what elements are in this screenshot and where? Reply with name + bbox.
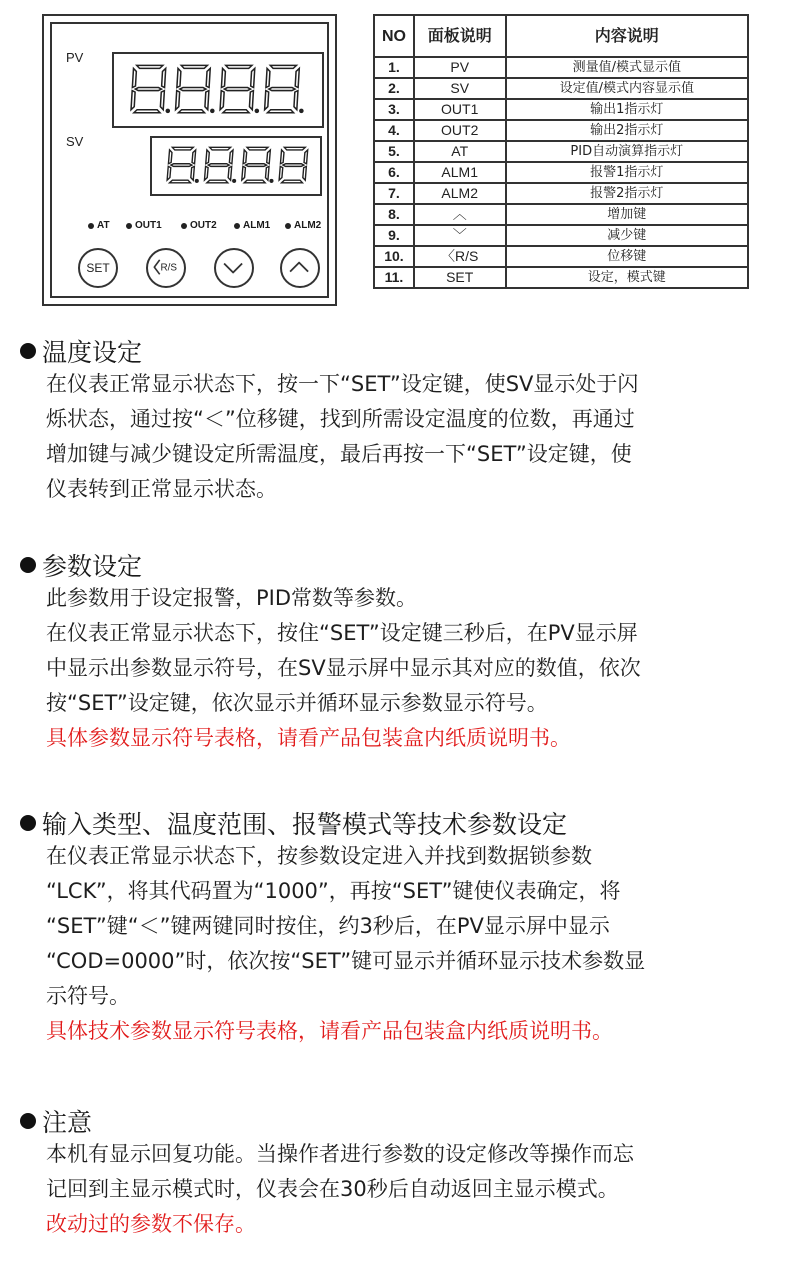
content-description: 测量值/模式显示值 xyxy=(506,57,748,78)
section-temperature-setting xyxy=(20,335,760,507)
led-alm2: ALM2 xyxy=(285,220,321,231)
table-row xyxy=(374,162,748,183)
chevron-up-icon: ︿ xyxy=(414,204,506,225)
row-number: 10. xyxy=(374,246,414,267)
sv-label: SV xyxy=(66,134,84,149)
segment xyxy=(304,150,308,164)
body-line: 在仪表正常显示状态下，按一下“SET”设定键，使SV显示处于闪 xyxy=(46,372,639,396)
row-number: 2. xyxy=(374,78,414,99)
table-row xyxy=(374,141,748,162)
segment xyxy=(283,164,304,167)
row-number: 9. xyxy=(374,225,414,246)
row-number: 1. xyxy=(374,57,414,78)
body-line: 此参数用于设定报警，PID常数等参数。 xyxy=(46,586,418,610)
segment xyxy=(303,166,307,180)
shift-rs-button[interactable] xyxy=(146,248,186,288)
table-row xyxy=(374,57,748,78)
pv-seven-segment xyxy=(114,54,322,126)
body-line: 记回到主显示模式时，仪表会在30秒后自动返回主显示模式。 xyxy=(46,1177,619,1201)
row-number: 6. xyxy=(374,162,414,183)
segment xyxy=(246,164,267,167)
led-out2: OUT2 xyxy=(181,220,217,231)
content-description: 位移键 xyxy=(506,246,748,267)
panel-item: OUT2 xyxy=(414,120,506,141)
table-row xyxy=(374,267,748,288)
segment xyxy=(132,68,136,87)
segment xyxy=(191,166,195,180)
section-notice xyxy=(20,1105,760,1242)
body-line: 按“SET”设定键，依次显示并循环显示参数显示符号。 xyxy=(46,691,548,715)
segment xyxy=(284,147,305,150)
pv-label: PV xyxy=(66,50,84,65)
segment xyxy=(180,88,206,91)
segment xyxy=(267,150,271,164)
body-line: 在仪表正常显示状态下，按住“SET”设定键三秒后，在PV显示屏 xyxy=(46,621,638,645)
segment xyxy=(228,166,232,180)
panel-face xyxy=(50,22,329,298)
segment xyxy=(282,180,303,183)
row-number: 5. xyxy=(374,141,414,162)
segment xyxy=(205,91,209,110)
segment xyxy=(229,150,233,164)
content-description: 减少键 xyxy=(506,225,748,246)
led-alm1: ALM1 xyxy=(234,220,270,231)
segment xyxy=(220,91,224,110)
row-number: 11. xyxy=(374,267,414,288)
panel-item: ALM1 xyxy=(414,162,506,183)
table-row xyxy=(374,120,748,141)
panel-item: 〈R/S xyxy=(414,246,506,267)
segment xyxy=(162,68,166,87)
up-button[interactable] xyxy=(280,248,320,288)
table-row xyxy=(374,225,748,246)
decimal-point xyxy=(210,109,215,114)
decimal-point xyxy=(255,109,260,114)
pv-display xyxy=(112,52,324,128)
panel-legend-table xyxy=(373,14,749,289)
set-button-label: SET xyxy=(86,261,110,275)
bullet-icon xyxy=(20,557,36,573)
table-header-row xyxy=(374,15,748,57)
body-line: 示符号。 xyxy=(46,984,130,1008)
content-description: 增加键 xyxy=(506,204,748,225)
segment xyxy=(160,91,164,110)
row-number: 8. xyxy=(374,204,414,225)
bullet-icon xyxy=(20,1113,36,1129)
segment xyxy=(270,65,296,68)
segment xyxy=(135,88,161,91)
segment xyxy=(168,150,172,164)
content-description: 输出1指示灯 xyxy=(506,99,748,120)
led-dot-icon xyxy=(88,223,94,229)
legend-table-body xyxy=(374,57,748,288)
segment xyxy=(181,65,207,68)
body-line: 中显示出参数显示符号，在SV显示屏中显示其对应的数值，依次 xyxy=(46,656,641,680)
table-row xyxy=(374,99,748,120)
body-line: 在仪表正常显示状态下，按参数设定进入并找到数据锁参数 xyxy=(46,844,592,868)
segment xyxy=(265,91,269,110)
segment xyxy=(295,68,299,87)
segment xyxy=(249,91,253,110)
table-row xyxy=(374,183,748,204)
content-description: 设定，模式键 xyxy=(506,267,748,288)
set-button[interactable] xyxy=(78,248,118,288)
decimal-point xyxy=(299,109,304,114)
section-parameter-setting xyxy=(20,549,760,756)
segment xyxy=(251,68,255,87)
panel-item: PV xyxy=(414,57,506,78)
segment xyxy=(167,166,171,180)
segment xyxy=(221,68,225,87)
row-number: 7. xyxy=(374,183,414,204)
segment xyxy=(206,150,210,164)
header-no: NO xyxy=(374,15,414,57)
row-number: 4. xyxy=(374,120,414,141)
panel-item: AT xyxy=(414,141,506,162)
red-note: 改动过的参数不保存。 xyxy=(46,1212,256,1236)
panel-item: ALM2 xyxy=(414,183,506,204)
section-heading: 注意 xyxy=(20,1105,760,1137)
chevron-up-icon xyxy=(282,250,318,286)
content-description: 报警1指示灯 xyxy=(506,162,748,183)
body-line: 仪表转到正常显示状态。 xyxy=(46,477,277,501)
body-line: “COD=0000”时，依次按“SET”键可显示并循环显示技术参数显 xyxy=(46,949,646,973)
down-button[interactable] xyxy=(214,248,254,288)
section-body xyxy=(20,1137,760,1242)
row-number: 3. xyxy=(374,99,414,120)
segment xyxy=(265,166,269,180)
decimal-point xyxy=(232,179,236,183)
segment xyxy=(207,180,228,183)
segment xyxy=(279,166,283,180)
chevron-down-icon: ﹀ xyxy=(414,225,506,246)
segment xyxy=(243,150,247,164)
content-description: PID自动演算指示灯 xyxy=(506,141,748,162)
section-body xyxy=(20,839,760,1049)
sv-seven-segment xyxy=(152,138,320,194)
body-line: “SET”键“＜”键两键同时按住，约3秒后，在PV显示屏中显示 xyxy=(46,914,610,938)
segment xyxy=(294,91,298,110)
led-dot-icon xyxy=(181,223,187,229)
segment xyxy=(267,110,293,113)
segment xyxy=(280,150,284,164)
segment xyxy=(176,91,180,110)
section-technical-parameters xyxy=(20,807,760,1049)
red-note: 具体参数显示符号表格，请看产品包装盒内纸质说明书。 xyxy=(46,726,571,750)
section-body xyxy=(20,581,760,756)
segment xyxy=(210,147,231,150)
segment xyxy=(177,68,181,87)
panel-item: SV xyxy=(414,78,506,99)
content-description: 设定值/模式内容显示值 xyxy=(506,78,748,99)
segment xyxy=(170,180,191,183)
segment xyxy=(204,166,208,180)
led-dot-icon xyxy=(285,223,291,229)
section-heading: 输入类型、温度范围、报警模式等技术参数设定 xyxy=(20,807,760,839)
instrument-panel-diagram xyxy=(42,14,337,306)
section-body xyxy=(20,367,760,507)
panel-item: SET xyxy=(414,267,506,288)
segment xyxy=(247,147,268,150)
header-desc: 内容说明 xyxy=(506,15,748,57)
shift-left-icon xyxy=(148,250,184,286)
body-line: 烁状态，通过按“＜”位移键，找到所需设定温度的位数，再通过 xyxy=(46,407,635,431)
segment xyxy=(269,88,295,91)
led-dot-icon xyxy=(126,223,132,229)
red-note: 具体技术参数显示符号表格，请看产品包装盒内纸质说明书。 xyxy=(46,1019,613,1043)
body-line: 本机有显示回复功能。当操作者进行参数的设定修改等操作而忘 xyxy=(46,1142,634,1166)
decimal-point xyxy=(166,109,171,114)
decimal-point xyxy=(269,179,273,183)
panel-item: OUT1 xyxy=(414,99,506,120)
led-at: AT xyxy=(88,220,110,231)
body-line: 增加键与减少键设定所需温度，最后再按一下“SET”设定键，使 xyxy=(46,442,632,466)
segment xyxy=(137,65,163,68)
content-description: 输出2指示灯 xyxy=(506,120,748,141)
table-row xyxy=(374,204,748,225)
segment xyxy=(244,180,265,183)
segment xyxy=(134,110,160,113)
bullet-icon xyxy=(20,815,36,831)
table-row xyxy=(374,246,748,267)
led-out1: OUT1 xyxy=(126,220,162,231)
segment xyxy=(192,150,196,164)
section-heading: 温度设定 xyxy=(20,335,760,367)
decimal-point xyxy=(195,179,199,183)
segment xyxy=(206,68,210,87)
section-heading: 参数设定 xyxy=(20,549,760,581)
header-panel: 面板说明 xyxy=(414,15,506,57)
bullet-icon xyxy=(20,343,36,359)
segment xyxy=(224,88,250,91)
content-description: 报警2指示灯 xyxy=(506,183,748,204)
chevron-down-icon xyxy=(216,250,252,286)
led-dot-icon xyxy=(234,223,240,229)
segment xyxy=(242,166,246,180)
sv-display xyxy=(150,136,322,196)
segment xyxy=(226,65,252,68)
segment xyxy=(208,164,229,167)
segment xyxy=(178,110,204,113)
segment xyxy=(223,110,249,113)
segment xyxy=(171,164,192,167)
indicator-leds xyxy=(88,220,328,234)
svg-text:R/S: R/S xyxy=(160,262,177,274)
segment xyxy=(131,91,135,110)
segment xyxy=(172,147,193,150)
body-line: “LCK”，将其代码置为“1000”，再按“SET”键使仪表确定，将 xyxy=(46,879,621,903)
segment xyxy=(266,68,270,87)
table-row xyxy=(374,78,748,99)
